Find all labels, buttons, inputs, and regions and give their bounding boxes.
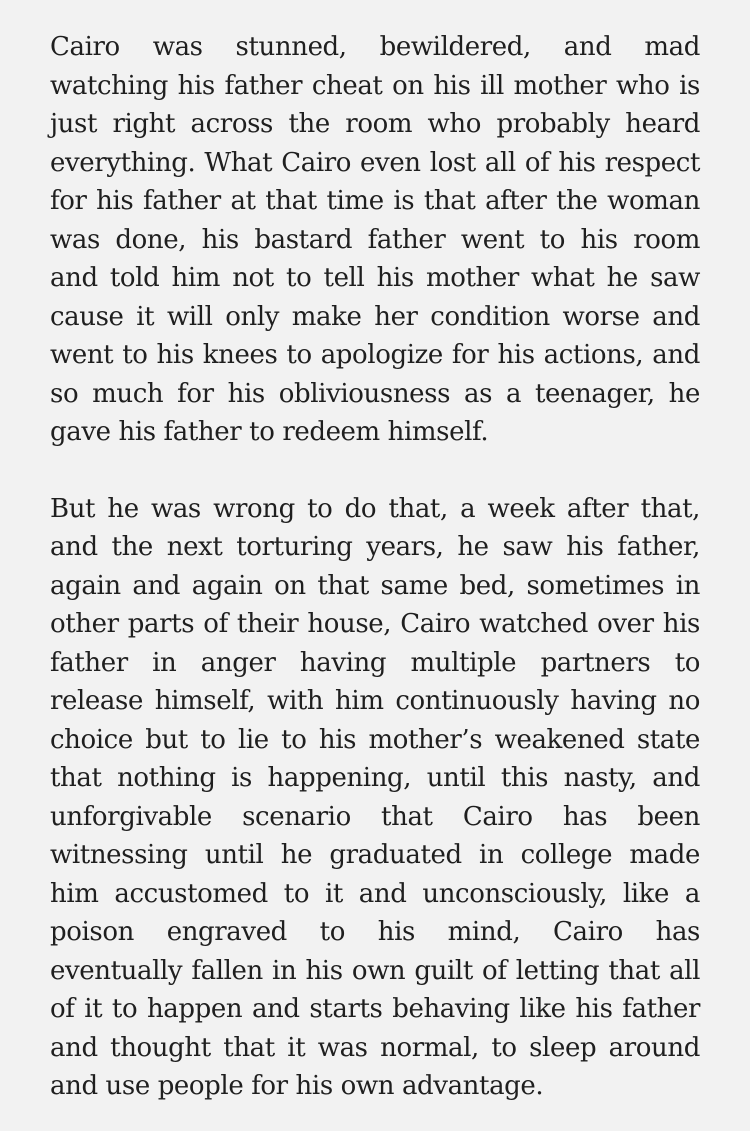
text-line: went to his knees to apologize for his actions, and <box>50 340 700 370</box>
text-line: choice but to lie to his mother’s weakened state <box>50 724 700 755</box>
text-line: gave his father to redeem himself. <box>50 417 489 447</box>
text-line: witnessing until he graduated in college made <box>50 840 700 870</box>
text-line: of it to happen and starts behaving like his father <box>50 994 700 1024</box>
text-line: for his father at that time is that after the woman <box>50 186 700 216</box>
text-line: was done, his bastard father went to his room <box>50 224 700 255</box>
text-line: poison engraved to his mind, Cairo has <box>50 917 700 947</box>
text-line: so much for his obliviousness as a teenager, he <box>50 378 700 409</box>
text-line: and told him not to tell his mother what he saw <box>50 263 700 293</box>
text-line: father in anger having multiple partners to <box>50 647 700 678</box>
text-line: him accustomed to it and unconsciously, like a <box>50 878 700 909</box>
text-line: release himself, with him continuously having no <box>50 686 700 716</box>
text-line: cause it will only make her condition worse and <box>50 301 700 332</box>
paragraph-2 <box>50 490 700 1106</box>
text-line: other parts of their house, Cairo watched over his <box>50 609 700 639</box>
text-line: Cairo was stunned, bewildered, and mad <box>50 32 700 62</box>
text-line: and the next torturing years, he saw his father, <box>50 532 700 562</box>
text-line: and use people for his own advantage. <box>50 1071 544 1101</box>
text-line: and thought that it was normal, to sleep around <box>50 1032 700 1063</box>
text-line: just right across the room who probably heard <box>50 109 700 139</box>
text-line: eventually fallen in his own guilt of letting that all <box>50 955 700 986</box>
text-line: But he was wrong to do that, a week after that, <box>50 493 700 524</box>
text-line: unforgivable scenario that Cairo has been <box>50 801 700 832</box>
paragraph-1 <box>50 28 700 452</box>
text-line: watching his father cheat on his ill mother who is <box>50 70 700 101</box>
document-text <box>50 28 700 1106</box>
text-line: again and again on that same bed, sometimes in <box>50 570 700 601</box>
text-line: everything. What Cairo even lost all of his respect <box>50 147 700 178</box>
text-line: that nothing is happening, until this nasty, and <box>50 763 700 793</box>
